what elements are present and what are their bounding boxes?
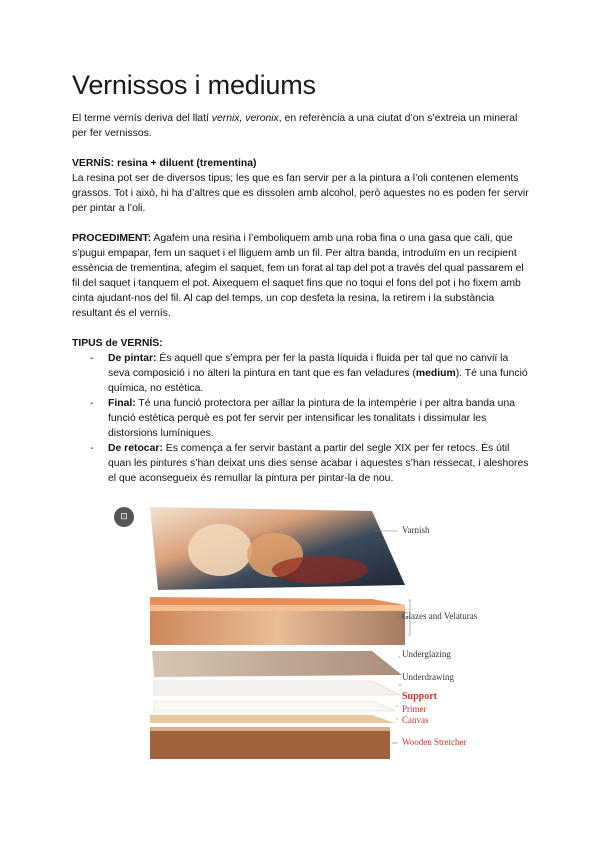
procediment-heading: PROCEDIMENT: [72,233,152,244]
document-page [72,70,532,486]
label-glazes: Glazes and Velaturas [402,611,478,621]
underdrawing-layer [154,681,400,695]
stretcher-layer [150,729,390,759]
list-item: - De pintar: És aquell que s’empra per fer la pasta líquida i fluida per tal que no canviï la seva composició i no alteri la pintura en tant que es fan veladures (medium). Té una funció química, no estètica. [90,353,528,394]
item-label: De pintar: [108,353,157,364]
stretcher-top [150,727,390,731]
label-support: Support [402,691,438,702]
primer-layer [154,701,395,711]
tipus-heading [72,336,532,351]
intro-latin: vernix, veronix [211,113,279,124]
glaze-layer-2 [150,605,405,611]
item-label: Final: [108,398,136,409]
item-text: Es comença a fer servir bastant a partir del segle XIX per fer retocs. És útil quan les pintures s’han deixat uns dies sense acabar i aquestes s’han ressecat, i aleshores el que aconsegueix és remullar la pintura per pintar-la de nou. [108,443,529,484]
item-label: De retocar: [108,443,163,454]
label-canvas: Canvas [402,715,429,725]
tipus-list [72,351,532,486]
painting-layers-figure [110,505,490,765]
label-primer: Primer [402,704,427,714]
page-title: Vernissos i mediums [72,70,316,100]
procediment-body: Agafem una resina i l’emboliquem amb una roba fina o una gasa que cali, que s’pugui empapar, fem un saquet i el lliguem amb un fil. Per altra banda, introduïm en un recipient essència de trementina, afegim el saquet, fem un forat al tap del pot a través del qual passarem el fil del saquet i tanquem el pot. Aixequem el saquet fins que no toqui el fons del pot i ho fixem amb cinta ajudant-nos del fil. Al cap del temps, un cop desfeta la resina, la retirem i la substància resultant és el vernís. [72,233,524,319]
vernis-heading [72,156,532,171]
label-varnish: Varnish [402,525,430,535]
glaze-layer-3 [150,611,405,645]
item-bold: medium [415,368,456,379]
tipus-heading-text: TIPUS de VERNÍS: [72,338,163,349]
vernis-body: La resina pot ser de diversos tipus; les que es fan servir per a la pintura a l’oli contenen elements grassos. Tot i això, hi ha d’altres que es dissolen amb alcohol, però aquestes no es poden fer servir per pintar a l’oli. [72,173,529,214]
list-item: - Final: Té una funció protectora per aïllar la pintura de la intempèrie i per altra banda una funció estètica perquè es pot fer servir per intensificar les tonalitats i dissimular les distorsions lumíniques. [90,398,516,439]
label-underdrawing: Underdrawing [402,672,454,682]
item-text: Té una funció protectora per aïllar la pintura de la intempèrie i per altra banda una funció estètica perquè es pot fer servir per intensificar les tonalitats i dissimular les distorsions lumíniques. [108,398,516,439]
intro-pre: El terme vernís deriva del llatí [72,113,212,124]
glaze-layer-1 [150,597,405,605]
underglazing-layer [152,651,402,677]
camera-icon: ⊡ [114,507,134,527]
vernis-heading-text: VERNÍS: resina + diluent (trementina) [72,158,257,169]
figure-portrait [188,524,252,576]
label-underglazing: Underglazing [402,649,451,659]
intro-post: , en referència a una ciutat d’on s’extreia un mineral per fer vernissos. [72,113,518,139]
label-stretcher: Wooden Stretcher [402,737,467,747]
item-text: És aquell que s’empra per fer la pasta líquida i fluida per tal que no canviï la seva composició i no alteri la pintura en tant que es fan veladures ( [108,353,509,379]
layers-diagram [110,505,490,765]
procediment-paragraph [72,231,532,321]
item-text-end: ). Té una funció química, no estètica. [108,368,528,394]
list-item: - De retocar: Es comença a fer servir bastant a partir del segle XIX per fer retocs. És útil quan les pintures s’han deixat uns dies sense acabar i aquestes s’han ressecat, i aleshores el que aconsegueix és remullar la pintura per pintar-la de nou. [90,443,529,484]
canvas-layer [150,715,395,723]
intro-paragraph [72,111,532,141]
figure-dress [272,556,368,584]
